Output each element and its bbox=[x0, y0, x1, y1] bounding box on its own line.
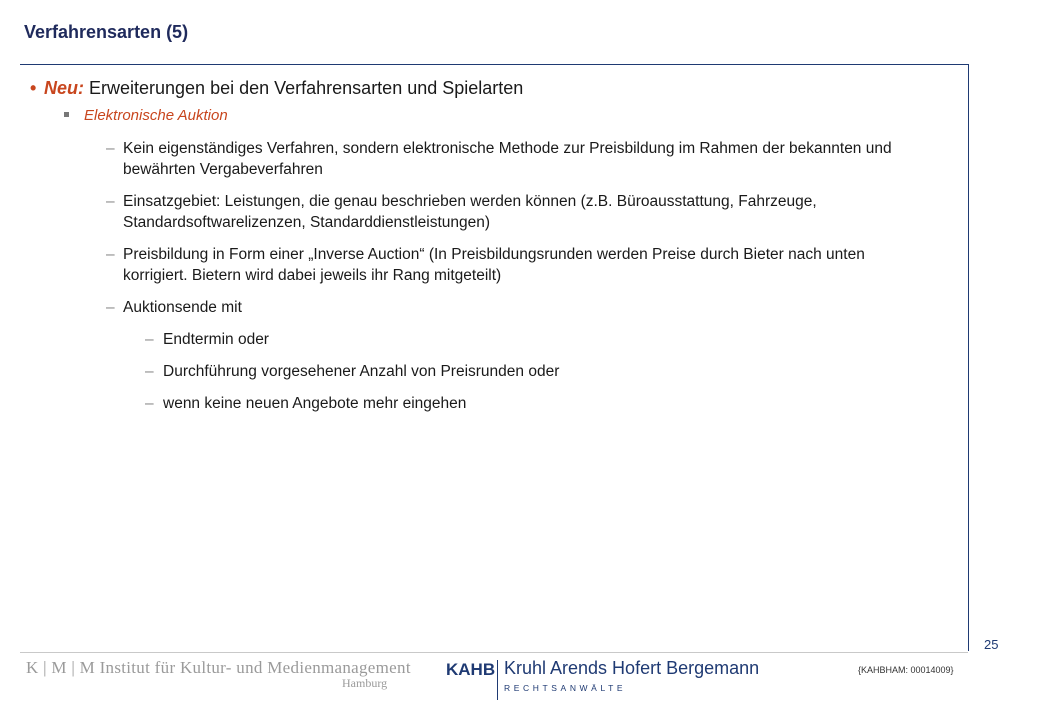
sub-list-item bbox=[30, 361, 960, 382]
kmm-logo: K | M | M Institut für Kultur- und Medienmanagement bbox=[26, 658, 411, 677]
bullet-2-text: Elektronische Auktion bbox=[84, 107, 228, 124]
kmm-city: Hamburg bbox=[342, 676, 388, 690]
dash-icon: – bbox=[145, 331, 154, 348]
sub-list-item-text: wenn keine neuen Angebote mehr eingehen bbox=[163, 395, 467, 412]
list-item bbox=[30, 297, 923, 318]
dash-icon: – bbox=[106, 140, 115, 157]
kahb-subtitle: RECHTSANWÄLTE bbox=[504, 683, 627, 693]
list-item-text: Preisbildung in Form einer „Inverse Auction“ (In Preisbildungsrunden werden Preise durch Bieter nach unten korrigiert. Bietern wird dabei jeweils ihr Rang mitgeteilt) bbox=[123, 246, 865, 284]
slide-title: Verfahrensarten (5) bbox=[24, 22, 189, 42]
dash-icon: – bbox=[106, 299, 115, 316]
sub-list-item bbox=[30, 329, 960, 350]
list-item-text: Kein eigenständiges Verfahren, sondern elektronische Methode zur Preisbildung im Rahmen der bekannten und bewährten Vergabeverfahren bbox=[123, 140, 892, 178]
list-item bbox=[30, 191, 923, 233]
sub-list-item-text: Durchführung vorgesehener Anzahl von Preisrunden oder bbox=[163, 363, 560, 380]
dash-icon: – bbox=[106, 246, 115, 263]
sub-list-item bbox=[30, 393, 960, 414]
page-number: 25 bbox=[984, 637, 999, 652]
footer-divider bbox=[20, 652, 968, 653]
bullet-1-text: Erweiterungen bei den Verfahrensarten und Spielarten bbox=[84, 78, 524, 98]
list-item-text: Einsatzgebiet: Leistungen, die genau beschrieben werden können (z.B. Büroausstattung, Fahrzeuge, Standardsoftwarelizenzen, Standarddienstleistungen) bbox=[123, 193, 817, 231]
dash-icon: – bbox=[145, 363, 154, 380]
bullet-dot: • bbox=[30, 78, 37, 98]
sub-list-item-text: Endtermin oder bbox=[163, 331, 269, 348]
kahb-separator bbox=[497, 660, 498, 700]
kahb-logo: KAHB bbox=[446, 660, 496, 679]
square-bullet-icon bbox=[64, 112, 69, 117]
dash-icon: – bbox=[106, 193, 115, 210]
kahb-firm-name: Kruhl Arends Hofert Bergemann bbox=[504, 658, 760, 678]
slide-content bbox=[30, 78, 960, 425]
bullet-level-2 bbox=[64, 107, 960, 124]
list-item bbox=[30, 138, 923, 180]
new-tag: Neu: bbox=[44, 78, 84, 98]
list-item-text: Auktionsende mit bbox=[123, 299, 242, 316]
bullet-level-1 bbox=[30, 78, 960, 99]
document-reference: {KAHBHAM: 00014009} bbox=[858, 665, 954, 675]
dash-icon: – bbox=[145, 395, 154, 412]
list-item bbox=[30, 244, 923, 286]
